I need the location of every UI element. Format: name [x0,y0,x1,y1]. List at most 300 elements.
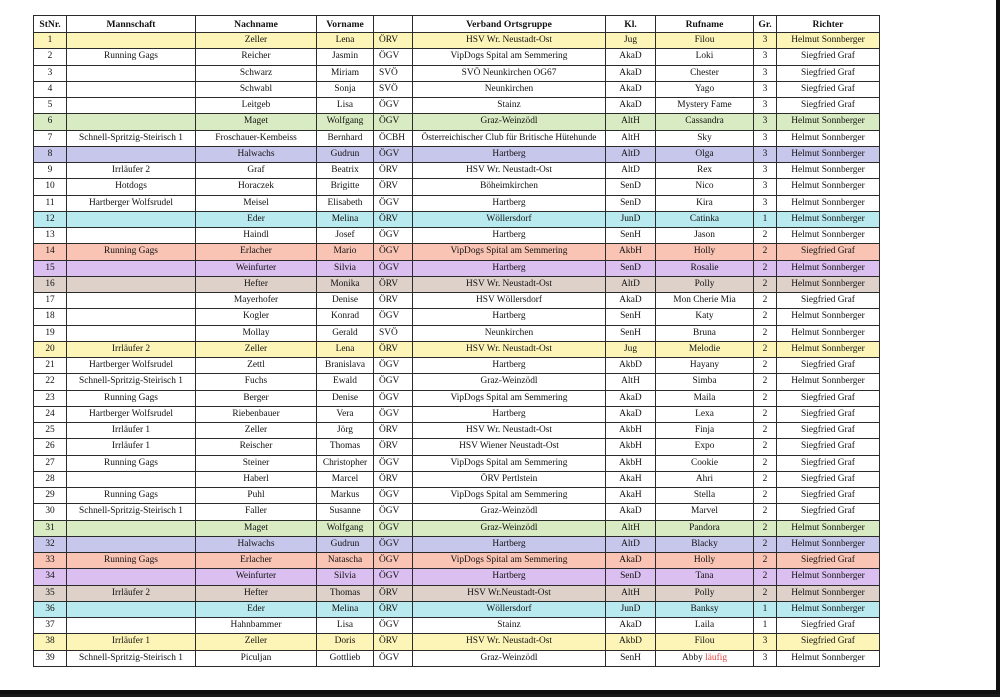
cell-vorname: Thomas [317,585,374,601]
cell-nachname: Maget [196,520,317,536]
cell-richter: Helmut Sonnberger [777,601,880,617]
cell-nachname: Froschauer-Kembeiss [196,130,317,146]
cell-richter: Helmut Sonnberger [777,276,880,292]
cell-vorname: Denise [317,293,374,309]
cell-mannschaft [67,228,196,244]
cell-nachname: Zeller [196,634,317,650]
cell-richter: Siegfried Graf [777,49,880,65]
cell-vorname: Wolfgang [317,114,374,130]
cell-vorname: Melina [317,601,374,617]
table-row [34,520,880,536]
cell-groesse: 3 [754,81,777,97]
table-row [34,634,880,650]
cell-verband: ÖGV [374,49,413,65]
table-row [34,358,880,374]
cell-groesse: 3 [754,650,777,666]
cell-rufname [656,650,754,666]
cell-mannschaft: Running Gags [67,244,196,260]
dog-name: Abby [681,652,703,663]
cell-vorname: Susanne [317,504,374,520]
cell-klasse: AltH [606,585,656,601]
cell-klasse: AkaD [606,65,656,81]
cell-klasse: AkaD [606,81,656,97]
cell-stnr: 23 [34,390,67,406]
cell-klasse: AltH [606,114,656,130]
header-klasse: Kl. [606,16,656,33]
cell-richter: Siegfried Graf [777,439,880,455]
cell-richter: Helmut Sonnberger [777,179,880,195]
cell-richter: Helmut Sonnberger [777,33,880,49]
cell-stnr: 13 [34,228,67,244]
cell-stnr: 16 [34,276,67,292]
cell-rufname: Cookie [656,455,754,471]
cell-rufname: Banksy [656,601,754,617]
cell-groesse: 2 [754,276,777,292]
cell-klasse: SenD [606,195,656,211]
cell-groesse: 3 [754,179,777,195]
cell-klasse: AkbH [606,244,656,260]
cell-vorname: Wolfgang [317,520,374,536]
cell-verband: ÖGV [374,195,413,211]
table-row [34,341,880,357]
cell-verband: ÖGV [374,146,413,162]
cell-vorname: Sonja [317,81,374,97]
cell-groesse: 2 [754,293,777,309]
cell-richter: Siegfried Graf [777,390,880,406]
cell-stnr: 17 [34,293,67,309]
cell-nachname: Reischer [196,439,317,455]
cell-groesse: 3 [754,65,777,81]
cell-richter: Siegfried Graf [777,504,880,520]
cell-verband: ÖRV [374,439,413,455]
cell-stnr: 22 [34,374,67,390]
cell-verband: ÖRV [374,423,413,439]
header-vorname: Vorname [317,16,374,33]
cell-nachname: Hefter [196,276,317,292]
table-header-row [34,16,880,33]
cell-verband: ÖGV [374,520,413,536]
cell-stnr: 28 [34,471,67,487]
cell-vorname: Branislava [317,358,374,374]
header-groesse: Gr. [754,16,777,33]
cell-stnr: 32 [34,536,67,552]
cell-richter: Siegfried Graf [777,471,880,487]
cell-richter: Siegfried Graf [777,81,880,97]
table-row [34,374,880,390]
table-row [34,406,880,422]
cell-vorname: Jörg [317,423,374,439]
cell-klasse: AkaD [606,406,656,422]
cell-nachname: Schwabl [196,81,317,97]
table-row [34,455,880,471]
table-row [34,130,880,146]
cell-groesse: 3 [754,163,777,179]
cell-stnr: 30 [34,504,67,520]
cell-nachname: Haberl [196,471,317,487]
cell-nachname: Weinfurter [196,569,317,585]
table-row [34,618,880,634]
cell-ortsgruppe: Graz-Weinzödl [413,650,606,666]
cell-rufname: Simba [656,374,754,390]
cell-ortsgruppe: HSV Wr. Neustadt-Ost [413,634,606,650]
cell-mannschaft [67,536,196,552]
cell-mannschaft [67,309,196,325]
cell-klasse: JunD [606,211,656,227]
cell-klasse: SenH [606,228,656,244]
cell-groesse: 2 [754,260,777,276]
cell-ortsgruppe: Hartberg [413,195,606,211]
cell-stnr: 18 [34,309,67,325]
cell-rufname: Rex [656,163,754,179]
cell-ortsgruppe: ÖRV Pertlstein [413,471,606,487]
cell-mannschaft: Irrläufer 1 [67,439,196,455]
cell-stnr: 27 [34,455,67,471]
cell-klasse: JunD [606,601,656,617]
cell-nachname: Eder [196,211,317,227]
cell-richter: Siegfried Graf [777,488,880,504]
cell-rufname: Filou [656,33,754,49]
cell-groesse: 3 [754,114,777,130]
cell-richter: Helmut Sonnberger [777,341,880,357]
table-row [34,309,880,325]
cell-rufname: Holly [656,244,754,260]
cell-richter: Helmut Sonnberger [777,325,880,341]
cell-rufname: Polly [656,276,754,292]
cell-stnr: 25 [34,423,67,439]
cell-stnr: 2 [34,49,67,65]
cell-vorname: Lisa [317,98,374,114]
cell-stnr: 6 [34,114,67,130]
cell-richter: Helmut Sonnberger [777,114,880,130]
cell-nachname: Piculjan [196,650,317,666]
cell-vorname: Thomas [317,439,374,455]
cell-vorname: Markus [317,488,374,504]
cell-ortsgruppe: VipDogs Spital am Semmering [413,390,606,406]
cell-vorname: Lena [317,341,374,357]
cell-stnr: 19 [34,325,67,341]
cell-nachname: Puhl [196,488,317,504]
cell-rufname: Nico [656,179,754,195]
cell-verband: ÖRV [374,471,413,487]
cell-vorname: Melina [317,211,374,227]
cell-verband: ÖGV [374,98,413,114]
cell-groesse: 2 [754,228,777,244]
cell-ortsgruppe: Hartberg [413,146,606,162]
cell-mannschaft [67,260,196,276]
cell-groesse: 1 [754,211,777,227]
header-mannschaft: Mannschaft [67,16,196,33]
cell-ortsgruppe: HSV Wr. Neustadt-Ost [413,423,606,439]
cell-nachname: Kogler [196,309,317,325]
cell-klasse: AltD [606,146,656,162]
cell-mannschaft: Running Gags [67,49,196,65]
cell-ortsgruppe: HSV Wöllersdorf [413,293,606,309]
cell-mannschaft [67,601,196,617]
table-row [34,228,880,244]
cell-richter: Siegfried Graf [777,553,880,569]
cell-nachname: Meisel [196,195,317,211]
cell-nachname: Leitgeb [196,98,317,114]
cell-nachname: Mayerhofer [196,293,317,309]
cell-rufname: Marvel [656,504,754,520]
cell-rufname: Finja [656,423,754,439]
cell-stnr: 34 [34,569,67,585]
cell-richter: Siegfried Graf [777,406,880,422]
cell-klasse: AltD [606,163,656,179]
cell-rufname: Cassandra [656,114,754,130]
cell-mannschaft: Hartberger Wolfsrudel [67,358,196,374]
cell-rufname: Loki [656,49,754,65]
cell-verband: ÖGV [374,260,413,276]
cell-vorname: Gudrun [317,536,374,552]
cell-klasse: AkaH [606,471,656,487]
cell-nachname: Hefter [196,585,317,601]
table-row [34,260,880,276]
cell-ortsgruppe: Österreichischer Club für Britische Hütehunde [413,130,606,146]
cell-klasse: AkaD [606,618,656,634]
cell-stnr: 14 [34,244,67,260]
cell-vorname: Lena [317,33,374,49]
cell-mannschaft: Schnell-Spritzig-Steirisch 1 [67,374,196,390]
table-row [34,601,880,617]
cell-nachname: Faller [196,504,317,520]
cell-mannschaft [67,114,196,130]
cell-vorname: Christopher [317,455,374,471]
cell-vorname: Marcel [317,471,374,487]
table-row [34,439,880,455]
cell-vorname: Miriam [317,65,374,81]
cell-richter: Siegfried Graf [777,244,880,260]
cell-groesse: 3 [754,49,777,65]
cell-stnr: 10 [34,179,67,195]
cell-stnr: 3 [34,65,67,81]
cell-verband: ÖGV [374,569,413,585]
cell-stnr: 9 [34,163,67,179]
cell-klasse: AkaD [606,293,656,309]
cell-nachname: Horaczek [196,179,317,195]
cell-mannschaft [67,569,196,585]
cell-rufname: Lexa [656,406,754,422]
cell-rufname: Maila [656,390,754,406]
cell-nachname: Schwarz [196,65,317,81]
cell-ortsgruppe: VipDogs Spital am Semmering [413,49,606,65]
cell-ortsgruppe: Neunkirchen [413,81,606,97]
cell-groesse: 2 [754,244,777,260]
cell-ortsgruppe: Graz-Weinzödl [413,520,606,536]
cell-ortsgruppe: Neunkirchen [413,325,606,341]
cell-stnr: 29 [34,488,67,504]
cell-ortsgruppe: Wöllersdorf [413,601,606,617]
cell-verband: ÖGV [374,650,413,666]
cell-groesse: 2 [754,358,777,374]
cell-richter: Helmut Sonnberger [777,650,880,666]
cell-ortsgruppe: Hartberg [413,228,606,244]
header-ortsgruppe: Verband Ortsgruppe [413,16,606,33]
cell-rufname: Blacky [656,536,754,552]
cell-klasse: SenH [606,650,656,666]
cell-verband: ÖGV [374,488,413,504]
cell-rufname: Catinka [656,211,754,227]
table-row [34,390,880,406]
cell-richter: Helmut Sonnberger [777,195,880,211]
cell-stnr: 20 [34,341,67,357]
cell-mannschaft [67,81,196,97]
cell-nachname: Hahnbammer [196,618,317,634]
cell-klasse: AkaD [606,49,656,65]
cell-rufname: Expo [656,439,754,455]
cell-rufname: Jason [656,228,754,244]
cell-stnr: 12 [34,211,67,227]
cell-stnr: 1 [34,33,67,49]
cell-mannschaft [67,146,196,162]
cell-groesse: 3 [754,146,777,162]
starter-list-table [33,15,880,667]
cell-mannschaft: Irrläufer 1 [67,423,196,439]
cell-richter: Siegfried Graf [777,618,880,634]
header-stnr: StNr. [34,16,67,33]
cell-richter: Helmut Sonnberger [777,520,880,536]
cell-stnr: 35 [34,585,67,601]
cell-richter: Helmut Sonnberger [777,228,880,244]
cell-groesse: 2 [754,423,777,439]
cell-mannschaft: Irrläufer 1 [67,634,196,650]
cell-richter: Helmut Sonnberger [777,211,880,227]
table-row [34,211,880,227]
cell-vorname: Silvia [317,260,374,276]
cell-ortsgruppe: Wöllersdorf [413,211,606,227]
header-richter: Richter [777,16,880,33]
cell-klasse: AltD [606,276,656,292]
table-row [34,471,880,487]
cell-richter: Helmut Sonnberger [777,585,880,601]
cell-vorname: Lisa [317,618,374,634]
cell-verband: ÖGV [374,228,413,244]
cell-richter: Siegfried Graf [777,65,880,81]
cell-verband: ÖRV [374,211,413,227]
table-row [34,569,880,585]
table-row [34,114,880,130]
cell-richter: Helmut Sonnberger [777,260,880,276]
cell-klasse: AkaD [606,553,656,569]
cell-rufname: Holly [656,553,754,569]
cell-ortsgruppe: HSV Wr.Neustadt-Ost [413,585,606,601]
cell-richter: Helmut Sonnberger [777,146,880,162]
cell-groesse: 2 [754,488,777,504]
cell-groesse: 2 [754,390,777,406]
cell-mannschaft: Irrläufer 2 [67,585,196,601]
cell-mannschaft [67,276,196,292]
cell-richter: Helmut Sonnberger [777,309,880,325]
cell-nachname: Steiner [196,455,317,471]
table-row [34,650,880,666]
cell-richter: Siegfried Graf [777,293,880,309]
table-row [34,163,880,179]
cell-ortsgruppe: Hartberg [413,309,606,325]
table-row [34,49,880,65]
cell-mannschaft [67,33,196,49]
cell-stnr: 36 [34,601,67,617]
cell-verband: ÖGV [374,536,413,552]
cell-vorname: Natascha [317,553,374,569]
cell-nachname: Zeller [196,33,317,49]
cell-verband: ÖRV [374,33,413,49]
cell-rufname: Hayany [656,358,754,374]
cell-ortsgruppe: Hartberg [413,260,606,276]
cell-nachname: Weinfurter [196,260,317,276]
cell-vorname: Vera [317,406,374,422]
cell-richter: Helmut Sonnberger [777,569,880,585]
cell-klasse: SenH [606,325,656,341]
cell-stnr: 5 [34,98,67,114]
table-row [34,65,880,81]
cell-klasse: SenD [606,260,656,276]
table-row [34,585,880,601]
cell-stnr: 11 [34,195,67,211]
cell-verband: ÖRV [374,163,413,179]
cell-klasse: Jug [606,33,656,49]
cell-verband: ÖGV [374,390,413,406]
cell-ortsgruppe: Graz-Weinzödl [413,114,606,130]
cell-verband: SVÖ [374,81,413,97]
cell-rufname: Katy [656,309,754,325]
cell-stnr: 26 [34,439,67,455]
cell-rufname: Laila [656,618,754,634]
cell-vorname: Gudrun [317,146,374,162]
cell-groesse: 2 [754,585,777,601]
table-row [34,536,880,552]
cell-vorname: Gottlieb [317,650,374,666]
table-row [34,293,880,309]
cell-rufname: Filou [656,634,754,650]
cell-klasse: AkaD [606,98,656,114]
cell-nachname: Eder [196,601,317,617]
cell-mannschaft [67,65,196,81]
cell-mannschaft: Schnell-Spritzig-Steirisch 1 [67,650,196,666]
cell-stnr: 8 [34,146,67,162]
table-row [34,488,880,504]
cell-groesse: 2 [754,553,777,569]
table-row [34,179,880,195]
cell-groesse: 2 [754,406,777,422]
header-verband [374,16,413,33]
cell-mannschaft: Hartberger Wolfsrudel [67,406,196,422]
cell-vorname: Gerald [317,325,374,341]
cell-mannschaft [67,293,196,309]
cell-vorname: Denise [317,390,374,406]
cell-groesse: 3 [754,195,777,211]
cell-stnr: 21 [34,358,67,374]
cell-verband: ÖGV [374,374,413,390]
cell-klasse: AkaD [606,504,656,520]
cell-klasse: AkbD [606,358,656,374]
header-nachname: Nachname [196,16,317,33]
cell-stnr: 39 [34,650,67,666]
table-row [34,553,880,569]
cell-klasse: AkbH [606,423,656,439]
cell-stnr: 15 [34,260,67,276]
cell-groesse: 2 [754,536,777,552]
cell-nachname: Erlacher [196,553,317,569]
cell-verband: ÖRV [374,293,413,309]
cell-verband: ÖRV [374,179,413,195]
cell-nachname: Fuchs [196,374,317,390]
cell-rufname: Kira [656,195,754,211]
cell-mannschaft: Hartberger Wolfsrudel [67,195,196,211]
cell-vorname: Beatrix [317,163,374,179]
cell-klasse: SenD [606,179,656,195]
cell-verband: ÖGV [374,358,413,374]
cell-mannschaft: Irrläufer 2 [67,341,196,357]
